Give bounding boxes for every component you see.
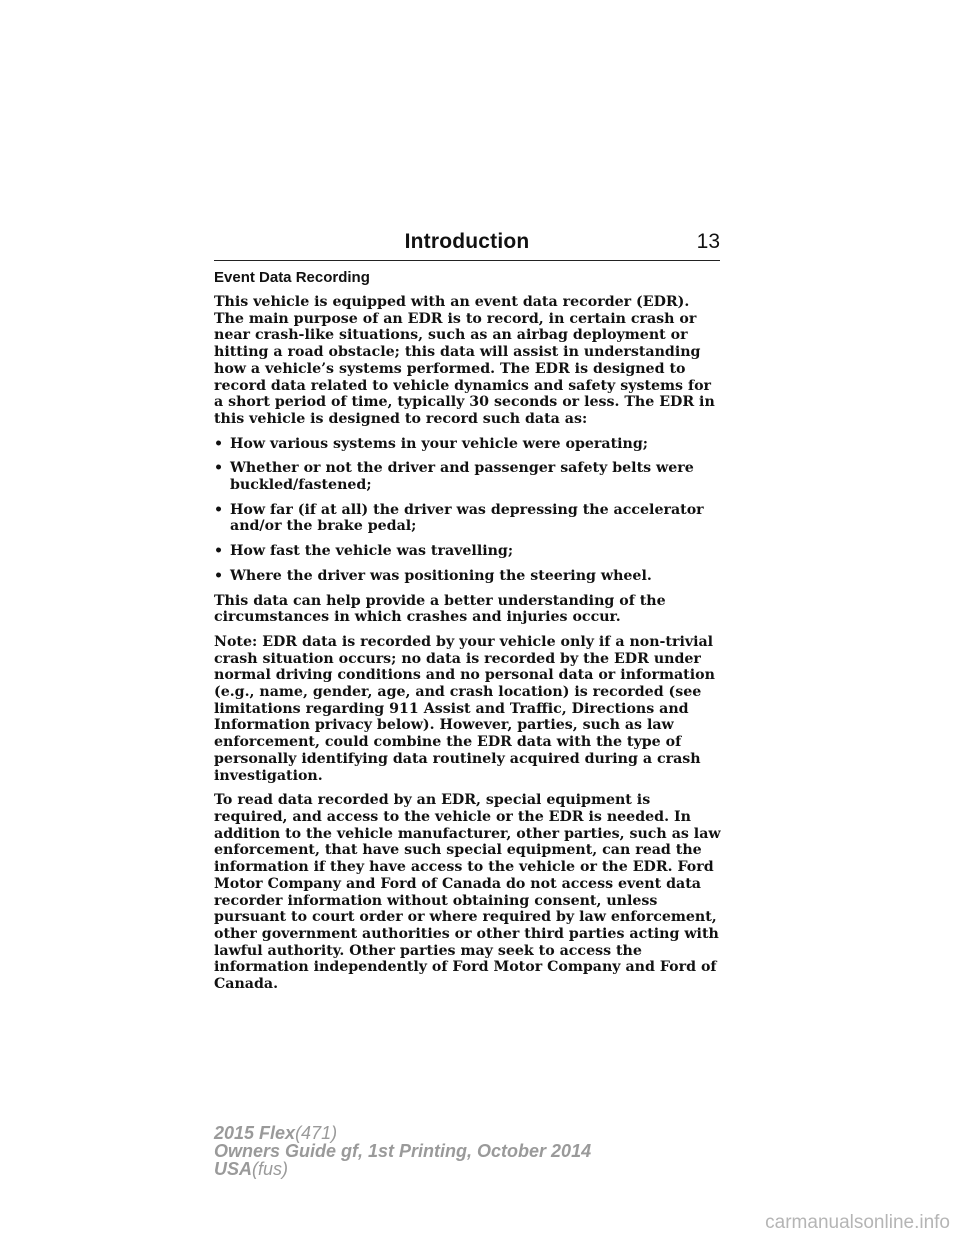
footer-model-code: (471) xyxy=(295,1123,338,1143)
watermark: carmanualsonline.info xyxy=(765,1212,950,1233)
page-title: Introduction xyxy=(404,230,530,253)
footer-market-code: (fus) xyxy=(252,1159,289,1179)
list-item: • Where the driver was positioning the steering wheel. xyxy=(214,568,724,585)
intro-paragraph: This vehicle is equipped with an event data recorder (EDR). The main purpose of an EDR is to record, in certain crash or near crash-like situations, such as an airbag deployment or hitting a road obstacle; this data will assist in understanding how a vehicle’s systems performed. The EDR is designed to record data related to vehicle dynamics and safety systems for a short period of time, typically 30 seconds or less. The EDR in this vehicle is designed to record such data as: xyxy=(214,294,715,427)
footer-line-printing: Owners Guide gf, 1st Printing, October 2014 xyxy=(214,1141,592,1161)
page-content xyxy=(214,268,724,1001)
page-header xyxy=(214,226,720,261)
list-item: • Whether or not the driver and passenger safety belts were buckled/fastened; xyxy=(214,460,724,493)
recorded-data-list xyxy=(214,436,724,585)
page-footer xyxy=(214,1124,591,1178)
list-item: • How fast the vehicle was travelling; xyxy=(214,543,724,560)
footer-market: USA xyxy=(214,1159,253,1179)
footer-line-market xyxy=(214,1160,591,1178)
footer-line-model xyxy=(214,1124,591,1142)
access-paragraph: To read data recorded by an EDR, special equipment is required, and access to the vehicle or the EDR is needed. In addition to the vehicle manufacturer, other parties, such as law enforcement, that have such special equipment, can read the information if they have access to the vehicle or the EDR. Ford Motor Company and Ford of Canada do not access event data recorder information without obtaining consent, unless pursuant to court order or where required by law enforcement, other government authorities or other third parties acting with lawful authority. Other parties may seek to access the information independently of Ford Motor Company and Ford of Canada. xyxy=(214,792,721,993)
footer-model: 2015 Flex xyxy=(214,1123,296,1143)
list-item: • How various systems in your vehicle were operating; xyxy=(214,436,724,453)
section-heading: Event Data Recording xyxy=(214,269,370,286)
page-number: 13 xyxy=(696,230,720,253)
list-item: • How far (if at all) the driver was depressing the accelerator and/or the brake pedal; xyxy=(214,502,724,535)
note-paragraph: Note: EDR data is recorded by your vehicle only if a non-trivial crash situation occurs; no data is recorded by the EDR under normal driving conditions and no personal data or information (e.g., name, gender, age, and crash location) is recorded (see limitations regarding 911 Assist and Traffic, Directions and Information privacy below). However, parties, such as law enforcement, could combine the EDR data with the type of personally identifying data routinely acquired during a crash investigation. xyxy=(214,633,715,784)
understanding-paragraph: This data can help provide a better understanding of the circumstances in which crashes and injuries occur. xyxy=(214,592,666,626)
